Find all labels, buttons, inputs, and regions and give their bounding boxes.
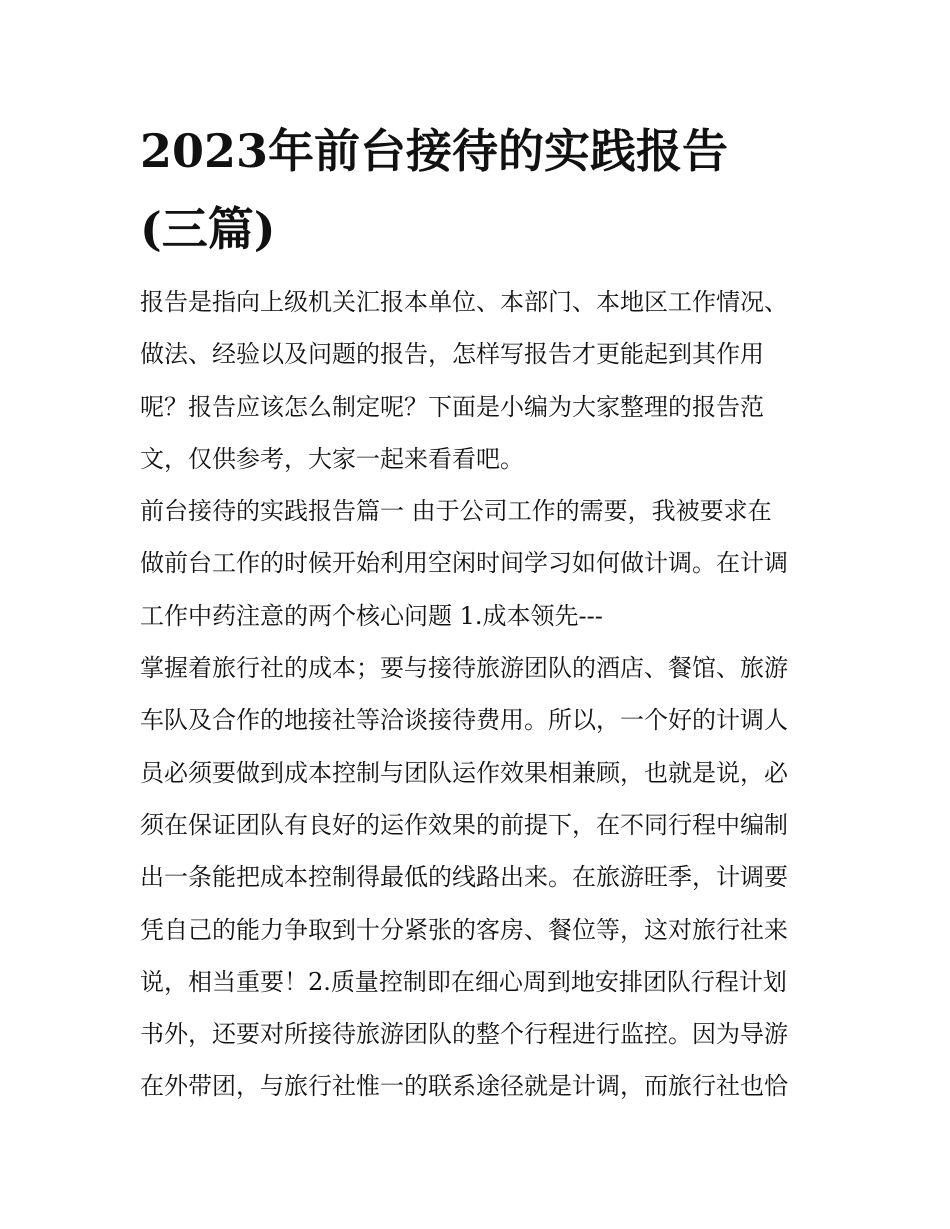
title-line: 2023年前台接待的实践报告 (140, 124, 729, 178)
body-line: 出一条能把成本控制得最低的线路出来。在旅游旺季，计调要 (140, 863, 788, 892)
body-line: 在外带团，与旅行社惟一的联系途径就是计调，而旅行社也恰 (140, 1072, 788, 1101)
body-line: 车队及合作的地接社等洽谈接待费用。所以，一个好的计调人 (140, 706, 788, 735)
body-line: 掌握着旅行社的成本；要与接待旅游团队的酒店、餐馆、旅游 (140, 654, 788, 683)
document-body (140, 280, 820, 1117)
body-line: 书外，还要对所接待旅游团队的整个行程进行监控。因为导游 (140, 1020, 788, 1049)
body-line: 文，仅供参考，大家一起来看看吧。 (140, 444, 524, 473)
body-line: 做法、经验以及问题的报告，怎样写报告才更能起到其作用 (140, 340, 764, 369)
body-line: 员必须要做到成本控制与团队运作效果相兼顾，也就是说，必 (140, 758, 788, 787)
body-line: 做前台工作的时候开始利用空闲时间学习如何做计调。在计调 (140, 549, 788, 578)
body-line: 呢？报告应该怎么制定呢？下面是小编为大家整理的报告范 (140, 392, 764, 421)
body-line: 报告是指向上级机关汇报本单位、本部门、本地区工作情况、 (140, 288, 788, 316)
title-line: (三篇) (140, 202, 276, 256)
body-line: 说，相当重要！2.质量控制即在细心周到地安排团队行程计划 (140, 967, 787, 996)
body-line: 凭自己的能力争取到十分紧张的客房、餐位等，这对旅行社来 (140, 915, 788, 944)
body-line: 工作中药注意的两个核心问题 1.成本领先--- (140, 601, 603, 630)
body-line: 前台接待的实践报告篇一 由于公司工作的需要，我被要求在 (140, 497, 772, 526)
document-title (140, 112, 820, 268)
body-line: 须在保证团队有良好的运作效果的前提下，在不同行程中编制 (140, 810, 788, 839)
